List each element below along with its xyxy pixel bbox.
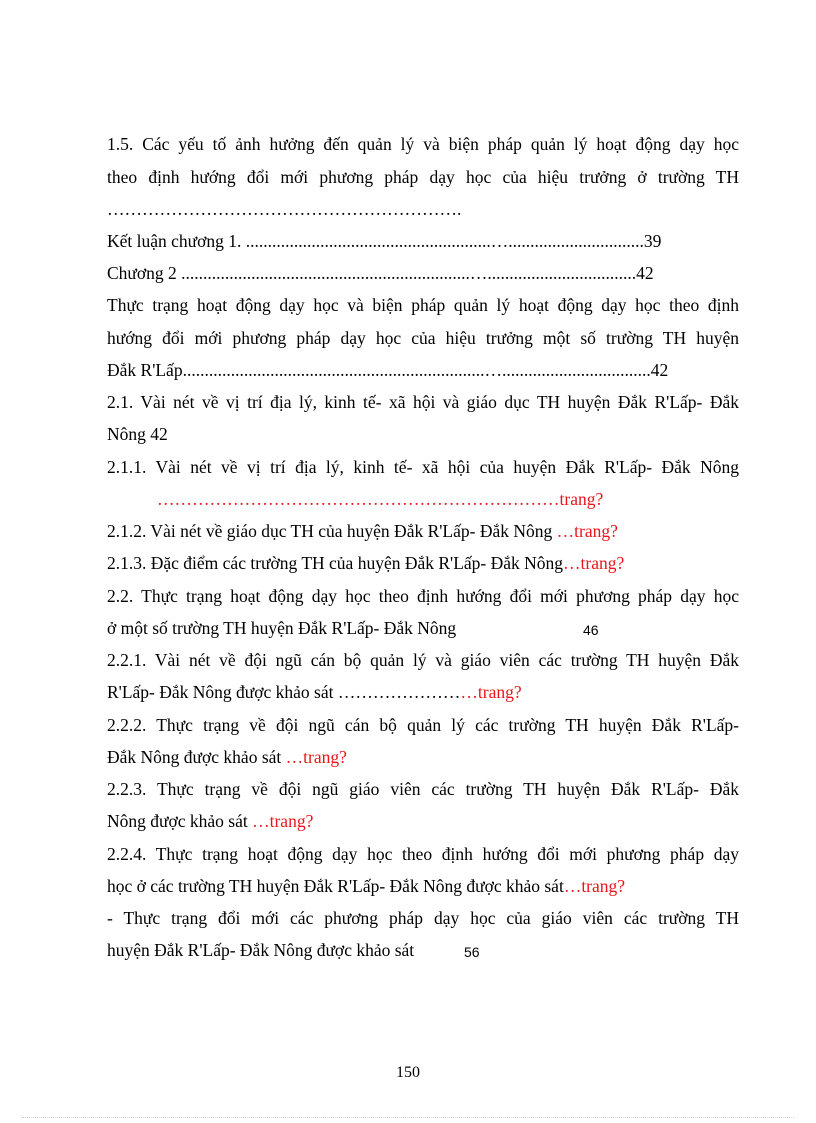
toc-entry-2-2-2-text: Đắk Nông được khảo sát <box>107 747 286 767</box>
toc-entry-2-1-2 <box>107 520 739 542</box>
toc-entry-thuc-trang-doi-moi-page-number: 56 <box>464 944 480 960</box>
toc-entry-2-2-page-number: 46 <box>583 622 599 638</box>
toc-entry-chuong-2-title-line-1: Thực trạng hoạt động dạy học và biện pháp quản lý hoạt động dạy học theo định <box>107 295 739 315</box>
toc-entry-2-1-3-page-ref: …trang? <box>563 553 625 573</box>
toc-entry-2-1-1-page-ref: ……………………………………………………………trang? <box>157 489 604 509</box>
toc-entry-2-2-2-line-2 <box>107 746 739 768</box>
toc-entry-thuc-trang-doi-moi-line-2 <box>107 939 739 961</box>
toc-entry-2-2-1-text: R'Lấp- Đắk Nông được khảo sát ………………… <box>107 682 461 702</box>
toc-entry-2-2-1-line-1: 2.2.1. Vài nét về đội ngũ cán bộ quản lý và giáo viên các trường TH huyện Đắk <box>107 650 739 670</box>
toc-entry-2-1-1-line-1: 2.1.1. Vài nét về vị trí địa lý, kinh tế- xã hội của huyện Đắk R'Lấp- Đắk Nông <box>107 457 739 477</box>
toc-entry-2-1-line-2: Nông 42 <box>107 424 168 444</box>
toc-entry-2-2-4-line-1: 2.2.4. Thực trạng hoạt động dạy học theo định hướng đổi mới phương pháp dạy <box>107 844 739 864</box>
toc-entry-2-1-line-1: 2.1. Vài nét về vị trí địa lý, kinh tế- xã hội và giáo dục TH huyện Đắk R'Lấp- Đắk <box>107 392 739 412</box>
toc-entry-2-1-2-text: 2.1.2. Vài nét về giáo dục TH của huyện Đắk R'Lấp- Đắk Nông <box>107 521 557 541</box>
toc-entry-1-5-line-2: theo định hướng đổi mới phương pháp dạy học của hiệu trưởng ở trường TH <box>107 167 739 187</box>
toc-entry-2-2-2-line-1: 2.2.2. Thực trạng về đội ngũ cán bộ quản lý các trường TH huyện Đắk R'Lấp- <box>107 715 739 735</box>
toc-entry-2-2-3-page-ref: …trang? <box>252 811 314 831</box>
toc-entry-chuong-2-title-line-3: Đắk R'Lấp.....................................................................…..................................42 <box>107 360 669 380</box>
toc-entry-2-2-4-text: học ở các trường TH huyện Đắk R'Lấp- Đắk Nông được khảo sát <box>107 876 564 896</box>
toc-entry-thuc-trang-doi-moi-line-1: - Thực trạng đổi mới các phương pháp dạy học của giáo viên các trường TH <box>107 908 739 928</box>
toc-entry-2-2-1-line-2 <box>107 681 739 703</box>
toc-entry-2-2-4-page-ref: …trang? <box>563 876 626 896</box>
toc-entry-chuong-2-title-line-2: hướng đổi mới phương pháp dạy học của hiệu trưởng một số trường TH huyện <box>107 328 739 348</box>
toc-entry-thuc-trang-doi-moi-text: huyện Đắk R'Lấp- Đắk Nông được khảo sát <box>107 940 415 960</box>
page-number: 150 <box>396 1064 420 1081</box>
toc-entry-2-2-4-line-2 <box>107 875 739 897</box>
toc-entry-2-2-line-1: 2.2. Thực trạng hoạt động dạy học theo định hướng đổi mới phương pháp dạy học <box>107 586 739 606</box>
toc-entry-1-5-line-1: 1.5. Các yếu tố ảnh hưởng đến quản lý và biện pháp quản lý hoạt động dạy học <box>107 134 739 154</box>
toc-entry-chuong-2: Chương 2 ..................................................................…..................................42 <box>107 263 654 283</box>
toc-entry-2-2-line-2 <box>107 617 739 639</box>
toc-entry-2-2-text: ở một số trường TH huyện Đắk R'Lấp- Đắk Nông <box>107 618 457 638</box>
toc-entry-2-1-3-text: 2.1.3. Đặc điểm các trường TH của huyện Đắk R'Lấp- Đắk Nông <box>107 553 564 573</box>
toc-entry-2-2-1-page-ref: …trang? <box>460 682 522 702</box>
toc-entry-2-2-3-text: Nông được khảo sát <box>107 811 253 831</box>
toc-entry-1-5-leader: ……………………………………………………. <box>107 199 462 219</box>
toc-entry-ket-luan-chuong-1: Kết luận chương 1. ........................................................…...............................39 <box>107 231 662 251</box>
toc-entry-2-2-3-line-1: 2.2.3. Thực trạng về đội ngũ giáo viên các trường TH huyện Đắk R'Lấp- Đắk <box>107 779 739 799</box>
toc-entry-2-2-3-line-2 <box>107 810 739 832</box>
toc-entry-2-1-2-page-ref: …trang? <box>556 521 618 541</box>
toc-entry-2-1-3 <box>107 552 739 574</box>
page-bottom-divider <box>22 1117 794 1118</box>
toc-entry-2-2-2-page-ref: …trang? <box>285 747 347 767</box>
